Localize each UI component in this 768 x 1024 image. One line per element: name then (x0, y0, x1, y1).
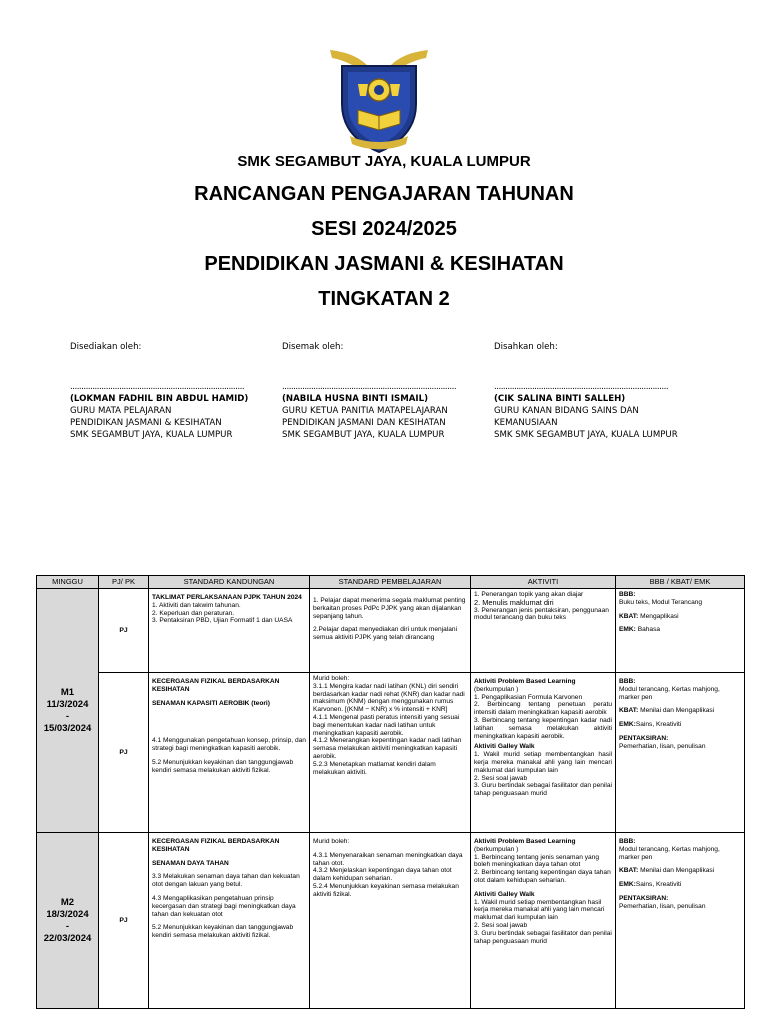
signature-block-approved (494, 341, 724, 441)
sp-intro: Murid boleh: (313, 838, 350, 845)
column-header-standard-kandungan: STANDARD KANDUNGAN (149, 576, 310, 589)
pentaksiran-value: Pemerhatian, lisan, penulisan (619, 902, 706, 910)
session-title: SESI 2024/2025 (311, 218, 457, 240)
activity-line: 1. Wakil murid setiap membentangkan hasil kerja mereka manakal ahli yang lain mencari maklumat dari kumpulan lain (474, 751, 612, 774)
week-cell (37, 833, 99, 1009)
week-code: M2 (60, 896, 75, 908)
school-name: SMK SEGAMBUT JAYA, KUALA LUMPUR (237, 153, 531, 170)
activity-line: 3. Penerangan jenis pentaksiran, penggunaan modul terancang dan buku teks (474, 606, 609, 622)
level-title: TINGKATAN 2 (318, 288, 450, 310)
kbat-label: KBAT: (619, 707, 639, 715)
sp-line: 2.Pelajar dapat menyediakan diri untuk menjalani semua aktiviti PJPK yang telah dirancang (313, 626, 458, 642)
sp-line: 4.1.1 Mengenal pasti peratus intensiti yang sesuai bagi menentukan kadar nadi latihan untuk meningkatkan kapasiti aerobik. (313, 713, 460, 737)
sk-title: KECERGASAN FIZIKAL BERDASARKAN KESIHATAN (152, 678, 280, 693)
signatory-department: PENDIDIKAN JASMANI & KESIHATAN (70, 418, 222, 428)
signatory-school: SMK SEGAMBUT JAYA, KUALA LUMPUR (282, 430, 445, 440)
sk-subtitle: SENAMAN DAYA TAHAN (152, 859, 229, 867)
sp-line: 4.3.2 Menjelaskan kepentingan daya tahan otot dalam kehidupan seharian. (313, 867, 452, 883)
kbat-line (619, 707, 741, 715)
signatory-department: KEMANUSIAAN (494, 418, 558, 428)
activity-group-note: (berkumpulan ) (474, 845, 519, 853)
pj-pk-cell: PJ (99, 673, 149, 833)
signatory-school: SMK SEGAMBUT JAYA, KUALA LUMPUR (70, 430, 233, 440)
emk-value: Bahasa (637, 626, 661, 634)
pentaksiran-label: PENTAKSIRAN: (619, 894, 669, 902)
bbb-label: BBB: (619, 678, 636, 685)
activity-line: 3. Guru bertindak sebagai fasilitator dan penilai tahap penguasaan murid (474, 929, 612, 945)
bbb-kbat-emk-cell (616, 589, 745, 673)
pentaksiran-label: PENTAKSIRAN: (619, 734, 669, 742)
signature-line: .............................................................................. (494, 382, 669, 392)
kbat-label: KBAT: (619, 867, 639, 875)
emk-value: Sains, Kreativiti (635, 721, 682, 729)
sk-line: 4.3 Mengaplikasikan pengetahuan prinsip kecergasan dan strategi bagi meningkatkan daya tahan dan kekuatan otot (152, 894, 296, 918)
column-header-pj-pk: PJ/ PK (99, 576, 149, 589)
emk-line (619, 626, 741, 634)
kbat-value: Menilai dan Mengaplikasi (640, 707, 715, 715)
activity-line: 3. Guru bertindak sebagai fasilitator dan penilai tahap penguasaan murid (474, 782, 612, 798)
activity-line: 1. Berbincang tentang jenis senaman yang boleh meningkatkan daya tahan otot (474, 853, 600, 869)
bbb-label: BBB: (619, 591, 636, 598)
sk-line: 3.3 Melakukan senaman daya tahan dan kekuatan otot dengan lakuan yang betul. (152, 873, 300, 889)
pj-pk-cell: PJ (99, 589, 149, 673)
table-row (37, 833, 745, 1009)
sk-line: 4.1 Menggunakan pengetahuan konsep, prinsip, dan strategi bagi meningkatkan kapasiti aerobik. (152, 737, 306, 753)
sk-line: 5.2 Menunjukkan keyakinan dan tanggungjawab kendiri semasa melakukan aktiviti fizikal. (152, 758, 294, 774)
table-header-row (37, 576, 745, 589)
standard-kandungan-cell (149, 833, 310, 1009)
standard-kandungan-cell (149, 589, 310, 673)
activity-line: 2. Sesi soal jawab (474, 921, 528, 929)
activity-group-note: (berkumpulan ) (474, 685, 519, 693)
column-header-bbb-kbat-emk: BBB / KBAT/ EMK (616, 576, 745, 589)
signatory-name: (LOKMAN FADHIL BIN ABDUL HAMID) (70, 394, 249, 404)
activity-title: Aktiviti Problem Based Learning (474, 678, 576, 685)
sk-line: 1. Aktiviti dan takwim tahunan. (152, 601, 241, 609)
signatory-position: GURU KANAN BIDANG SAINS DAN (494, 406, 639, 416)
signature-line: .............................................................................. (282, 382, 457, 392)
activity-title: Aktiviti Problem Based Learning (474, 838, 576, 845)
bbb-kbat-emk-cell (616, 673, 745, 833)
sp-line: 4.1.2 Menerangkan kepentingan kadar nadi latihan semasa melakukan aktiviti meningkatkan kapasiti aerobik. (313, 737, 462, 760)
sp-line: 4.3.1 Menyenaraikan senaman meningkatkan daya tahan otot. (313, 851, 463, 867)
signatory-name: (NABILA HUSNA BINTI ISMAIL) (282, 394, 429, 404)
signature-block-prepared (70, 341, 300, 441)
bbb-value: Modul terancang, Kertas mahjong, marker pen (619, 685, 720, 701)
standard-pembelajaran-cell (310, 833, 471, 1009)
school-crest-logo (328, 44, 430, 156)
emk-line (619, 881, 741, 889)
kbat-value: Mengaplikasi (640, 612, 679, 620)
week-date-dash: - (65, 710, 70, 722)
activity-line: 2. Berbincang tentang penetuan peratu intensiti dalam meningkatkan kapasiti aerobik (474, 701, 612, 717)
table-row (37, 673, 745, 833)
lesson-plan-table (36, 575, 745, 1009)
emk-label: EMK: (619, 721, 636, 729)
document-title: RANCANGAN PENGAJARAN TAHUNAN (194, 183, 574, 205)
signature-label: Disemak oleh: (282, 342, 344, 352)
signatory-school: SMK SMK SEGAMBUT JAYA, KUALA LUMPUR (494, 430, 678, 440)
activity-line: 3. Berbincang tentang kepentingan kadar nadi latihan semasa melakukan aktiviti meningkatkan kapasiti aerobik. (474, 716, 612, 740)
signature-block-reviewed (282, 341, 512, 441)
signatory-position: GURU KETUA PANITIA MATAPELAJARAN (282, 406, 448, 416)
week-code: M1 (60, 686, 75, 698)
pj-pk-cell: PJ (99, 833, 149, 1009)
activity-line: 1. Penerangan topik yang akan diajar (474, 591, 584, 598)
sp-intro: Murid boleh: (313, 675, 350, 682)
pentaksiran-value: Pemerhatian, lisan, penulisan (619, 742, 706, 750)
kbat-value: Menilai dan Mengaplikasi (640, 867, 715, 875)
sp-line: 3.1.1 Mengira kadar nadi latihan (KNL) diri sendiri berdasarkan kadar nadi rehat (KNR) dan kadar nadi maksimum (KNM) dengan menggunakan rumus Karvonen. [(KNM − KNR) x % intensiti + KNR] (313, 682, 465, 714)
sk-line: 5.2 Menunjukkan keyakinan dan tanggungjawab kendiri semasa melakukan aktiviti fizikal. (152, 924, 294, 940)
sp-line: 1. Pelajar dapat menerima segala maklumat penting berkaitan proses PdPc PJPK yang akan dijalankan sepanjang tahun. (313, 597, 466, 620)
kbat-label: KBAT: (619, 612, 639, 620)
emk-line (619, 721, 741, 729)
sk-subtitle: SENAMAN KAPASITI AEROBIK (teori) (152, 699, 270, 707)
bbb-value: Modul terancang, Kertas mahjong, marker pen (619, 845, 720, 861)
activity-line: 2. Sesi soal jawab (474, 774, 528, 782)
week-date-dash: - (65, 920, 70, 932)
sp-line: 5.2.3 Menetapkan matlamat kendiri dalam melakukan aktiviti. (313, 760, 436, 776)
signature-line: .............................................................................. (70, 382, 245, 392)
kbat-line (619, 867, 741, 875)
aktiviti-cell (471, 589, 616, 673)
standard-pembelajaran-cell (310, 673, 471, 833)
bbb-kbat-emk-cell (616, 833, 745, 1009)
sk-line: 2. Keperluan dan peraturan. (152, 609, 235, 617)
activity-line: 2. Menulis maklumat diri (474, 597, 554, 607)
week-cell (37, 589, 99, 833)
column-header-standard-pembelajaran: STANDARD PEMBELAJARAN (310, 576, 471, 589)
kbat-line (619, 613, 741, 621)
emk-label: EMK: (619, 626, 636, 634)
aktiviti-cell (471, 673, 616, 833)
signatory-department: PENDIDIKAN JASMANI DAN KESIHATAN (282, 418, 446, 428)
bbb-label: BBB: (619, 838, 636, 845)
column-header-minggu: MINGGU (37, 576, 99, 589)
activity-line: 2. Berbincang tentang kepentingan daya tahan otot dalam kehidupan seharian. (474, 869, 611, 884)
signature-label: Disahkan oleh: (494, 342, 558, 352)
table-row (37, 589, 745, 673)
emk-value: Sains, Kreativiti (635, 881, 682, 889)
signature-label: Disediakan oleh: (70, 342, 142, 352)
signatory-name: (CIK SALINA BINTI SALLEH) (494, 394, 626, 404)
activity-line: 1. Wakil murid setiap membentangkan hasil kerja mereka manakal ahli yang lain mencari maklumat dari kumpulan lain (474, 898, 605, 922)
activity-title: Aktiviti Galley Walk (474, 890, 535, 898)
emk-label: EMK: (619, 881, 636, 889)
standard-pembelajaran-cell (310, 589, 471, 673)
week-start-date: 18/3/2024 (46, 908, 89, 920)
activity-line: 1. Pengaplikasian Formula Karvonen (474, 693, 583, 701)
signatory-position: GURU MATA PELAJARAN (70, 406, 172, 416)
standard-kandungan-cell (149, 673, 310, 833)
activity-title: Aktiviti Galley Walk (474, 743, 535, 751)
week-end-date: 22/03/2024 (43, 932, 92, 944)
sk-title: TAKLIMAT PERLAKSANAAN PJPK TAHUN 2024 (152, 594, 302, 601)
week-start-date: 11/3/2024 (46, 698, 89, 710)
subject-title: PENDIDIKAN JASMANI & KESIHATAN (204, 253, 564, 275)
week-end-date: 15/03/2024 (43, 722, 92, 734)
aktiviti-cell (471, 833, 616, 1009)
column-header-aktiviti: AKTIVITI (471, 576, 616, 589)
sk-title: KECERGASAN FIZIKAL BERDASARKAN KESIHATAN (152, 838, 280, 853)
sp-line: 5.2.4 Menunjukkan keyakinan semasa melakukan aktiviti fizikal. (313, 882, 459, 898)
sk-line: 3. Pentaksiran PBD, Ujian Formatif 1 dan UASA (152, 617, 293, 625)
bbb-value: Buku teks, Modul Terancang (619, 598, 703, 606)
